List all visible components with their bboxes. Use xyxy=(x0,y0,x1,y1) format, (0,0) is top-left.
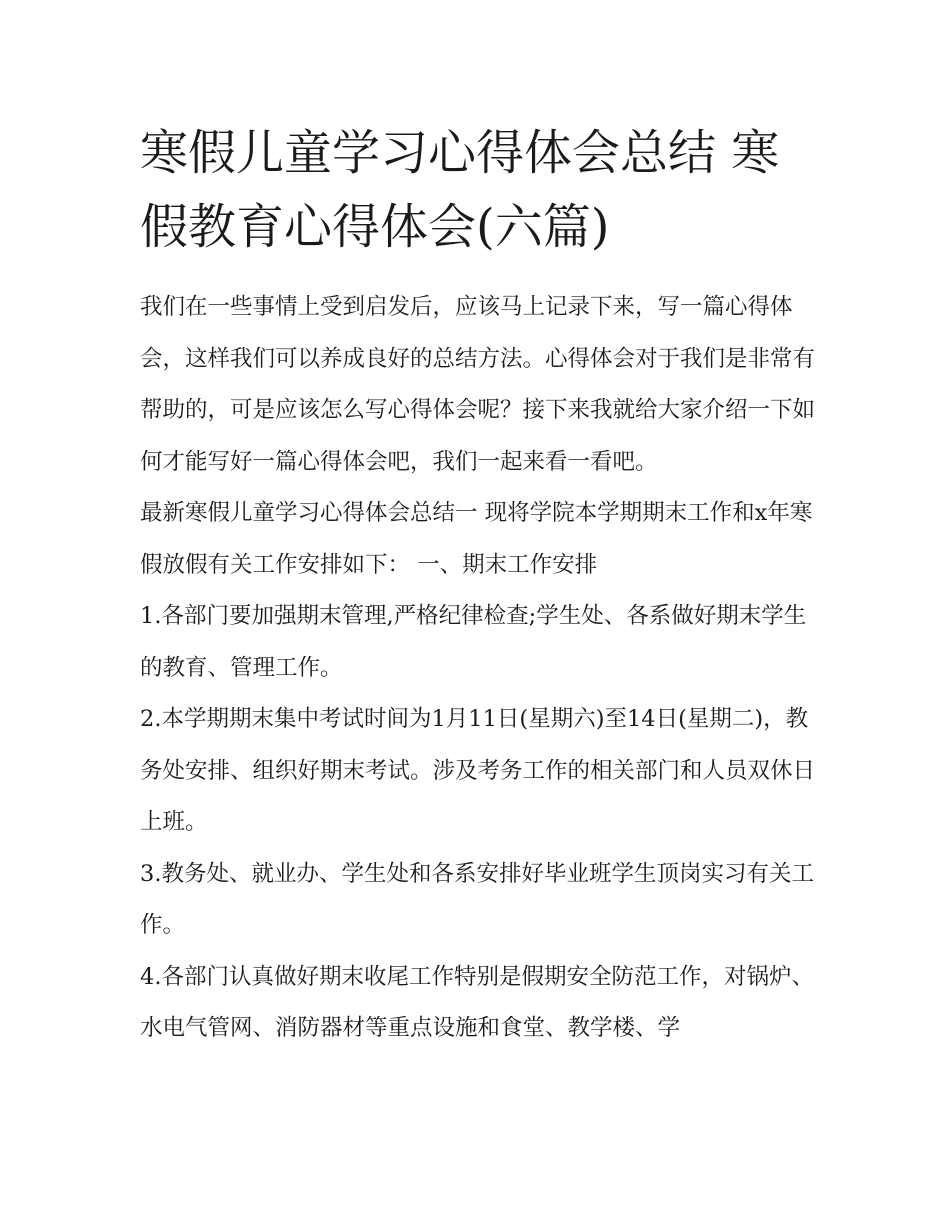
intro-paragraph: 我们在一些事情上受到启发后，应该马上记录下来，写一篇心得体会，这样我们可以养成良好的总结方法。心得体会对于我们是非常有帮助的，可是应该怎么写心得体会呢？接下来我就给大家介绍一下如何才能写好一篇心得体会吧，我们一起来看一看吧。 xyxy=(140,294,816,475)
document-title: 寒假儿童学习心得体会总结 寒假教育心得体会(六篇) xyxy=(140,125,780,255)
document-body xyxy=(140,282,820,1055)
item-4-paragraph: 4.各部门认真做好期末收尾工作特别是假期安全防范工作，对锅炉、水电气管网、消防器材等重点设施和食堂、教学楼、学 xyxy=(140,963,814,1041)
section-one-paragraph: 最新寒假儿童学习心得体会总结一 现将学院本学期期末工作和x年寒假放假有关工作安排如下： 一、期末工作安排 xyxy=(140,500,813,578)
item-3-paragraph: 3.教务处、就业办、学生处和各系安排好毕业班学生顶岗实习有关工作。 xyxy=(140,860,814,938)
item-1-paragraph: 1.各部门要加强期末管理,严格纪律检查;学生处、各系做好期末学生的教育、管理工作。 xyxy=(140,603,807,681)
item-2-paragraph: 2.本学期期末集中考试时间为1月11日(星期六)至14日(星期二)，教务处安排、组织好期末考试。涉及考务工作的相关部门和人员双休日上班。 xyxy=(140,706,816,835)
